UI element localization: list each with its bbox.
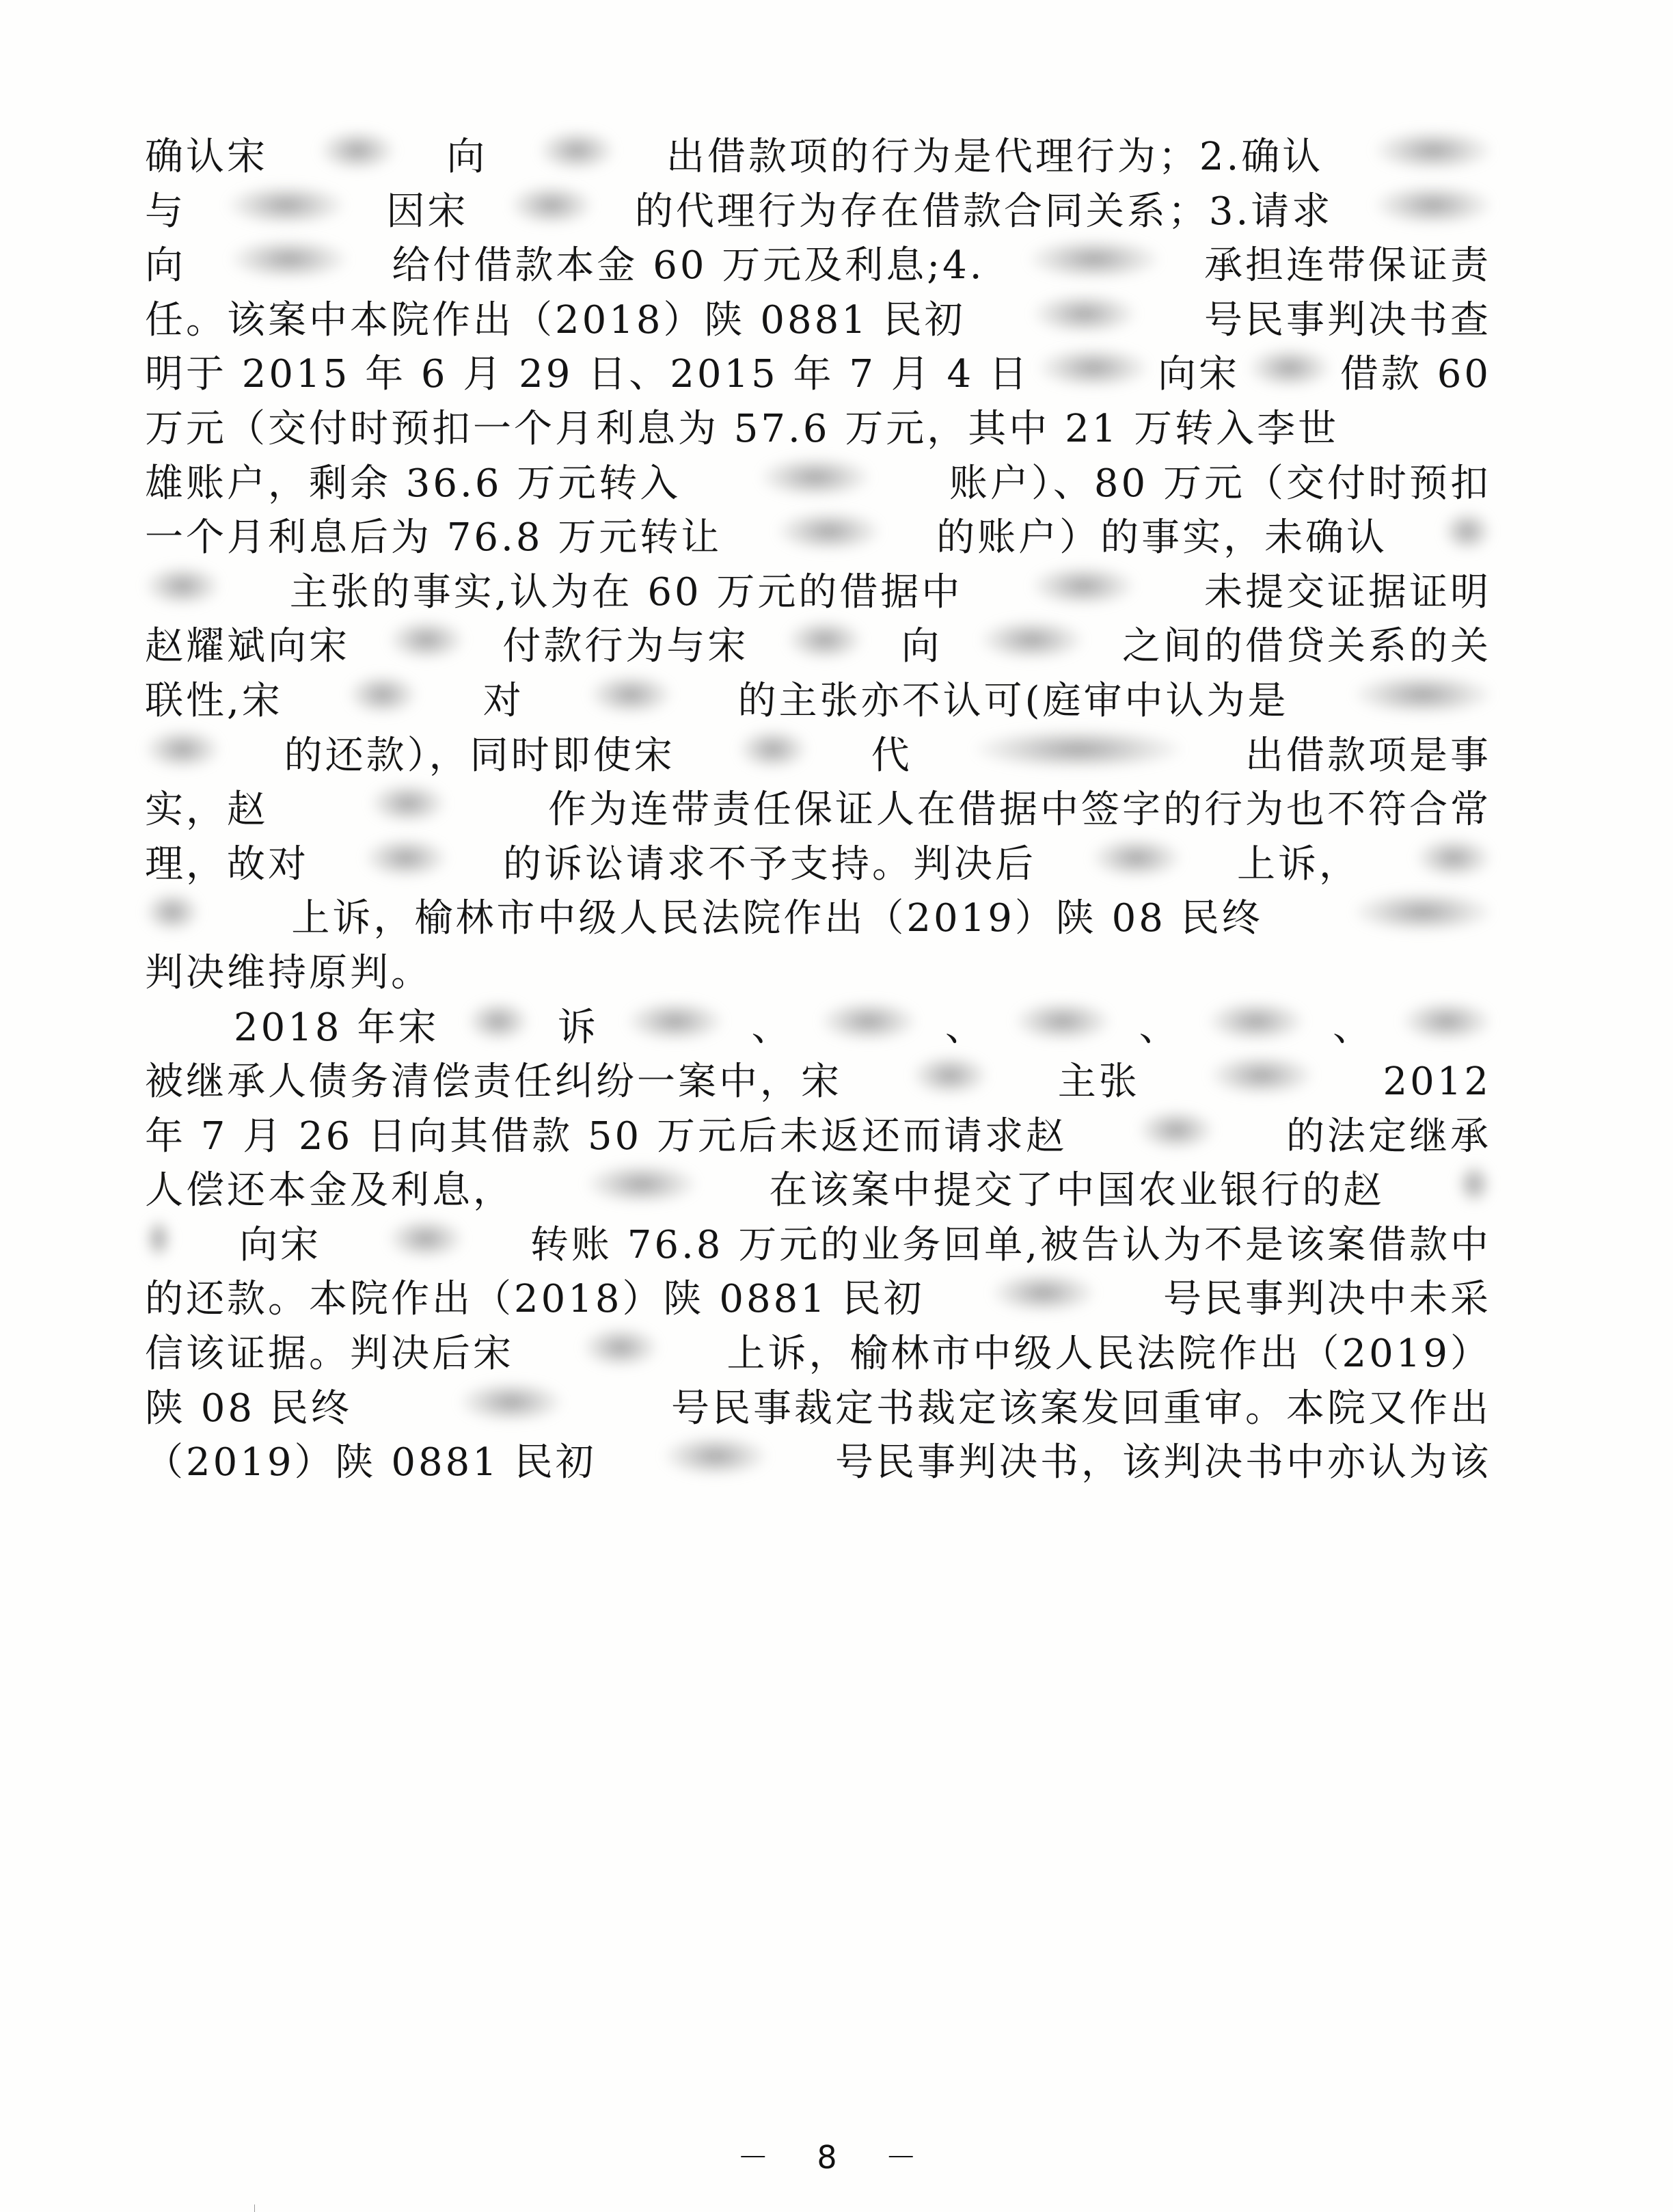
redacted-name-blur xyxy=(228,185,344,226)
redacted-name-blur xyxy=(1033,293,1136,334)
page-number: － 8 － xyxy=(737,2139,936,2176)
text-line xyxy=(145,1218,1491,1273)
text-segment: 号民事判决中未采 xyxy=(1162,1277,1491,1322)
text-segment: 号民事裁定书裁定该案发回重审。本院又作出 xyxy=(670,1386,1491,1431)
redacted-name-blur xyxy=(1029,239,1159,280)
text-segment: 任。该案中本院作出（2018）陕 0881 民初 xyxy=(145,297,966,342)
text-segment: 上诉，榆林市中级人民法院作出（2019）陕 08 民终 xyxy=(291,896,1263,941)
text-line xyxy=(145,1272,1491,1327)
redacted-name-blur xyxy=(511,185,593,226)
text-segment: 的还款），同时即使宋 xyxy=(284,733,675,778)
redacted-name-blur xyxy=(1210,1055,1313,1096)
text-line xyxy=(145,293,1491,348)
text-segment: 实，赵 xyxy=(145,787,268,833)
text-segment: 、 xyxy=(945,1005,987,1050)
text-segment: 诉 xyxy=(557,1005,599,1050)
redacted-name-blur xyxy=(539,130,614,171)
redacted-name-blur xyxy=(467,1001,529,1042)
text-line xyxy=(145,891,1491,946)
text-segment: 付款行为与宋 xyxy=(502,624,749,669)
text-segment: 的主张亦不认可(庭审中认为是 xyxy=(737,678,1289,723)
text-segment: 未提交证据证明 xyxy=(1203,569,1491,615)
text-segment: 承担连带保证责 xyxy=(1203,243,1491,288)
text-line xyxy=(145,130,1491,185)
text-segment: 的账户）的事实，未确认 xyxy=(936,515,1388,561)
text-line xyxy=(145,565,1491,620)
redacted-name-blur xyxy=(912,1055,988,1096)
redacted-name-blur xyxy=(590,674,672,715)
text-segment: 对 xyxy=(482,678,524,723)
text-segment: 上诉，榆林市中级人民法院作出（2019） xyxy=(726,1332,1491,1377)
text-segment: 代 xyxy=(871,733,912,778)
text-line xyxy=(145,674,1491,729)
text-line xyxy=(145,1109,1491,1164)
redacted-name-blur xyxy=(320,130,395,171)
text-line xyxy=(145,1435,1491,1490)
text-segment: 联性,宋 xyxy=(145,678,283,723)
text-segment: 借款 60 xyxy=(1339,352,1491,397)
text-segment: 万元（交付时预扣一个月利息为 57.6 万元，其中 21 万转入李世 xyxy=(145,406,1339,451)
text-line xyxy=(145,619,1491,674)
redacted-name-blur xyxy=(145,1218,172,1259)
redacted-name-blur xyxy=(1039,347,1148,388)
text-line xyxy=(145,185,1491,239)
text-line xyxy=(145,511,1491,565)
text-line xyxy=(145,347,1491,402)
text-segment: 信该证据。判决后宋 xyxy=(145,1332,514,1377)
text-segment: 之间的借贷关系的关 xyxy=(1121,624,1491,669)
redacted-name-blur xyxy=(1032,565,1134,606)
text-segment: 向宋 xyxy=(1157,352,1240,397)
text-segment: 因宋 xyxy=(386,189,469,234)
judgment-body-text xyxy=(145,130,1491,1490)
redacted-name-blur xyxy=(583,1327,658,1368)
redacted-name-blur xyxy=(1402,1001,1491,1042)
redacted-name-blur xyxy=(1139,1109,1214,1150)
redacted-name-blur xyxy=(1457,1163,1491,1204)
text-line xyxy=(145,783,1491,837)
text-segment: 向 xyxy=(145,243,186,288)
text-segment: 向 xyxy=(446,135,488,179)
text-segment: 理，故对 xyxy=(145,841,309,887)
text-segment: 确认宋 xyxy=(145,135,268,179)
text-segment: 出借款项是事 xyxy=(1244,733,1491,778)
text-segment: 出借款项的行为是代理行为；2.确认 xyxy=(666,135,1324,179)
text-segment: 的还款。本院作出（2018）陕 0881 民初 xyxy=(145,1277,925,1322)
redacted-name-blur xyxy=(976,729,1181,770)
redacted-name-blur xyxy=(1375,130,1491,171)
redacted-name-blur xyxy=(145,891,200,932)
text-segment: 的代理行为存在借款合同关系；3.请求 xyxy=(634,189,1333,234)
redacted-name-blur xyxy=(145,729,220,770)
text-segment: 账户）、80 万元（交付时预扣 xyxy=(949,461,1491,506)
redacted-name-blur xyxy=(460,1381,562,1422)
redacted-name-blur xyxy=(664,1435,767,1476)
redacted-name-blur xyxy=(739,729,807,770)
text-segment: 明于 2015 年 6 月 29 日、2015 年 7 月 4 日 xyxy=(145,352,1030,397)
redacted-name-blur xyxy=(761,457,870,498)
text-line xyxy=(145,1381,1491,1436)
redacted-name-blur xyxy=(1092,837,1181,878)
text-segment: 雄账户，剩余 36.6 万元转入 xyxy=(145,461,681,506)
redacted-name-blur xyxy=(627,1001,723,1042)
redacted-name-blur xyxy=(981,619,1083,660)
text-segment: （2019）陕 0881 民初 xyxy=(145,1440,597,1485)
redacted-name-blur xyxy=(231,239,347,280)
text-line xyxy=(145,1327,1491,1381)
redacted-name-blur xyxy=(1375,185,1491,226)
redacted-name-blur xyxy=(1443,511,1491,552)
text-line xyxy=(145,239,1491,293)
text-segment: 年 7 月 26 日向其借款 50 万元后未返还而请求赵 xyxy=(145,1114,1067,1159)
redacted-name-blur xyxy=(370,783,446,824)
text-segment: 的法定继承 xyxy=(1286,1114,1491,1159)
redacted-name-blur xyxy=(145,565,220,606)
text-segment: 转账 76.8 万元的业务回单,被告认为不是该案借款中 xyxy=(530,1222,1491,1267)
text-segment: 、 xyxy=(1139,1005,1180,1050)
redacted-name-blur xyxy=(365,837,447,878)
text-segment: 一个月利息后为 76.8 万元转让 xyxy=(145,515,722,561)
redacted-name-blur xyxy=(1355,674,1491,715)
text-segment: 号民事判决书，该判决书中亦认为该 xyxy=(834,1440,1491,1485)
text-segment: 向 xyxy=(901,624,942,669)
redacted-name-blur xyxy=(1355,891,1491,932)
text-line xyxy=(145,837,1491,892)
text-line xyxy=(145,1163,1491,1218)
text-line xyxy=(145,1001,1491,1055)
redacted-name-blur xyxy=(992,1272,1095,1313)
redacted-name-blur xyxy=(787,619,862,660)
text-segment: 号民事判决书查 xyxy=(1203,297,1491,342)
text-segment: 作为连带责任保证人在借据中签字的行为也不符合常 xyxy=(548,787,1491,833)
text-segment: 赵耀斌向宋 xyxy=(145,624,350,669)
redacted-name-blur xyxy=(778,511,880,552)
text-segment: 向宋 xyxy=(239,1222,321,1267)
text-segment: 主张的事实,认为在 60 万元的借据中 xyxy=(289,569,963,615)
scan-artifact-mark xyxy=(254,2204,255,2212)
text-segment: 与 xyxy=(145,189,186,234)
text-line xyxy=(145,402,1491,457)
text-segment: 上诉， xyxy=(1237,841,1360,887)
text-line xyxy=(145,457,1491,511)
text-segment: 、 xyxy=(1333,1005,1374,1050)
text-segment: 、 xyxy=(751,1005,793,1050)
redacted-name-blur xyxy=(389,619,464,660)
text-line xyxy=(145,1055,1491,1109)
text-segment: 判决维持原判。 xyxy=(145,950,432,995)
text-segment: 主张 xyxy=(1057,1060,1140,1105)
redacted-name-blur xyxy=(349,674,417,715)
redacted-name-blur xyxy=(1208,1001,1304,1042)
text-segment: 被继承人债务清偿责任纠纷一案中，宋 xyxy=(145,1060,842,1105)
text-segment: 陕 08 民终 xyxy=(145,1386,352,1431)
text-segment: 2018 年宋 xyxy=(234,1005,439,1050)
redacted-name-blur xyxy=(1015,1001,1111,1042)
text-segment: 在该案中提交了中国农业银行的赵 xyxy=(769,1168,1385,1213)
redacted-name-blur xyxy=(1416,837,1491,878)
redacted-name-blur xyxy=(1249,347,1331,388)
redacted-name-blur xyxy=(587,1163,696,1204)
redacted-name-blur xyxy=(388,1218,463,1259)
text-segment: 的诉讼请求不予支持。判决后 xyxy=(503,841,1036,887)
text-line xyxy=(145,946,1491,1001)
text-line xyxy=(145,729,1491,783)
text-segment: 人偿还本金及利息， xyxy=(145,1168,514,1213)
redacted-name-blur xyxy=(821,1001,916,1042)
text-segment: 给付借款本金 60 万元及利息;4. xyxy=(392,243,985,288)
text-segment: 2012 xyxy=(1383,1060,1491,1105)
